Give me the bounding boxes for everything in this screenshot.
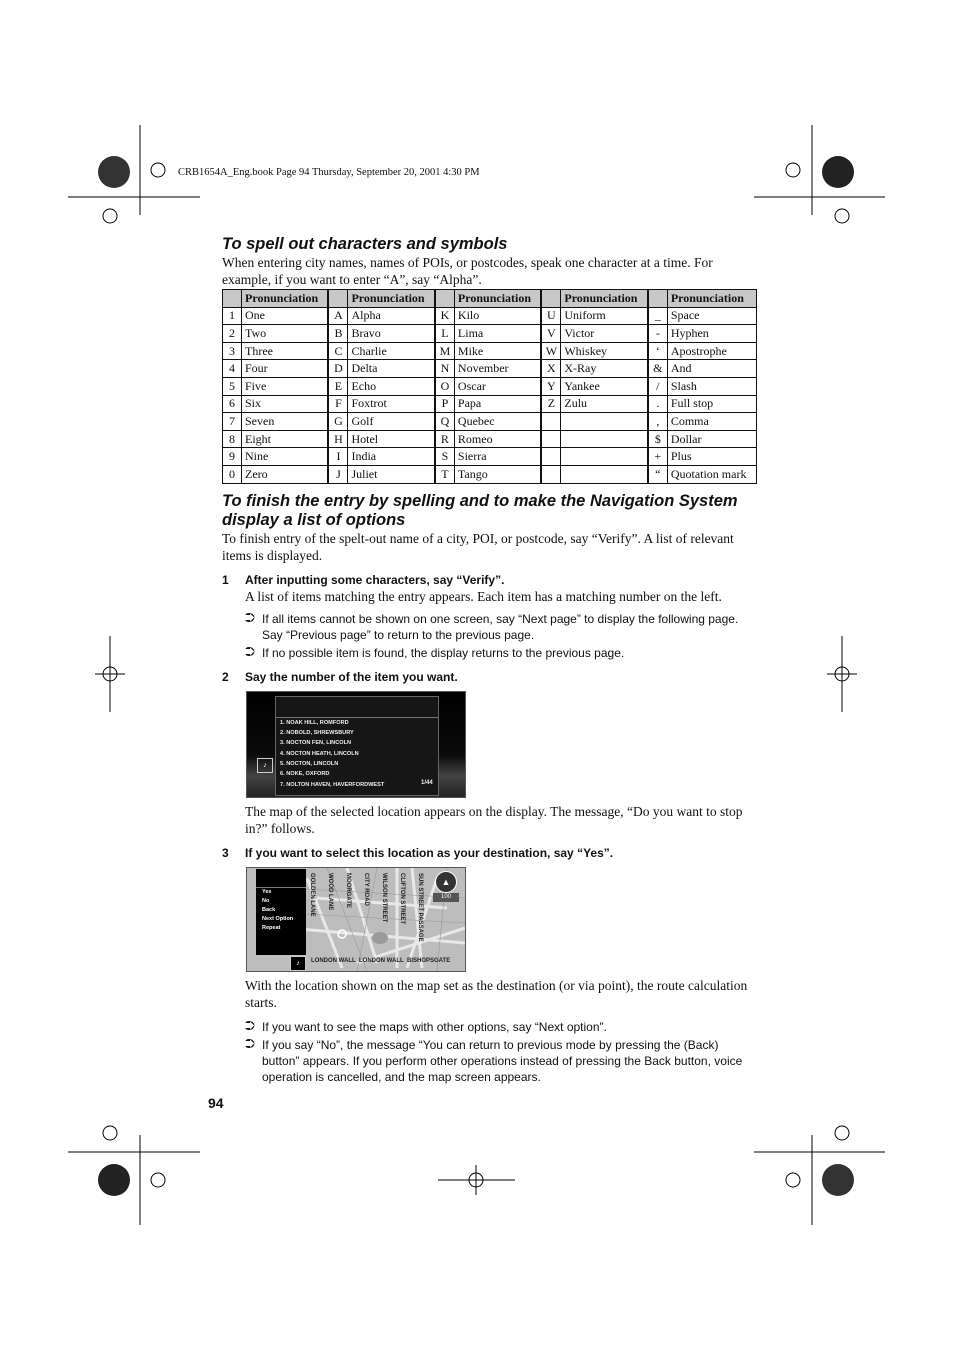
character-cell: H — [328, 430, 348, 448]
pronunciation-cell: Bravo — [348, 325, 435, 343]
note: ⮊ If you say “No”, the message “You can return to previous mode by pressing the (Back) button” appears. If you perform other operations instead of pressing the Back button, voice operation is cancelled, and the map screen appears. — [245, 1035, 743, 1084]
street-label: WOOD LANE — [327, 872, 333, 910]
pronunciation-cell: Mike — [454, 342, 541, 360]
pronunciation-table — [222, 289, 757, 484]
table-row — [223, 377, 757, 395]
character-cell: B — [328, 325, 348, 343]
pronunciation-cell: Oscar — [454, 377, 541, 395]
character-cell: 8 — [223, 430, 242, 448]
character-cell: 1 — [223, 307, 242, 325]
pronunciation-cell: Hyphen — [667, 325, 756, 343]
street-label: GOLDEN LANE — [309, 872, 315, 917]
compass-icon: ▲ — [435, 871, 457, 893]
character-cell — [541, 430, 561, 448]
street-label: CLIFTON STREET — [399, 872, 405, 924]
list-item[interactable]: 6. NOKE, OXFORD — [280, 771, 330, 778]
character-cell: J — [328, 465, 348, 483]
pronunciation-cell: Yankee — [561, 377, 648, 395]
street-label: BISHOPSGATE — [407, 957, 451, 964]
menu-item[interactable]: No — [262, 897, 270, 904]
pronunciation-cell: November — [454, 360, 541, 378]
character-cell: M — [435, 342, 455, 360]
pronunciation-cell: Kilo — [454, 307, 541, 325]
list-item[interactable]: 5. NOCTON, LINCOLN — [280, 761, 339, 768]
character-cell: T — [435, 465, 455, 483]
character-cell: 7 — [223, 413, 242, 431]
pronunciation-cell: Seven — [242, 413, 329, 431]
pronunciation-cell: Apostrophe — [667, 342, 756, 360]
pronunciation-cell: Romeo — [454, 430, 541, 448]
pronunciation-cell: Zero — [242, 465, 329, 483]
menu-item[interactable]: Yes — [262, 888, 272, 895]
pronunciation-cell: Five — [242, 377, 329, 395]
street-label: LONDON WALL — [311, 957, 356, 964]
page-body — [208, 235, 759, 1111]
table-row — [223, 430, 757, 448]
key-header — [328, 290, 348, 308]
character-cell: . — [648, 395, 668, 413]
pronunciation-cell: Three — [242, 342, 329, 360]
key-header — [541, 290, 561, 308]
table-row — [223, 465, 757, 483]
print-header: CRB1654A_Eng.book Page 94 Thursday, September 20, 2001 4:30 PM — [178, 167, 480, 178]
character-cell: I — [328, 448, 348, 466]
character-cell: 2 — [223, 325, 242, 343]
key-header — [223, 290, 242, 308]
pronunciation-cell: Charlie — [348, 342, 435, 360]
pronunciation-header: Pronunciation — [348, 290, 435, 308]
pronunciation-cell — [561, 413, 648, 431]
pronunciation-cell: One — [242, 307, 329, 325]
character-cell: $ — [648, 430, 668, 448]
pronunciation-cell: Lima — [454, 325, 541, 343]
arrow-note-icon: ⮊ — [245, 1017, 255, 1033]
pronunciation-cell: Four — [242, 360, 329, 378]
note: ⮊ If you want to see the maps with other options, say “Next option”. — [245, 1017, 607, 1034]
note: ⮊ If all items cannot be shown on one screen, say “Next page” to display the following page. Say “Previous page” to return to the previous page. — [245, 609, 739, 642]
character-cell: F — [328, 395, 348, 413]
list-item[interactable]: 1. NOAK HILL, ROMFORD — [280, 719, 349, 726]
pronunciation-header: Pronunciation — [561, 290, 648, 308]
list-item[interactable]: 4. NOCTON HEATH, LINCOLN — [280, 750, 359, 757]
character-cell: P — [435, 395, 455, 413]
pronunciation-cell: Dollar — [667, 430, 756, 448]
menu-item[interactable]: Repeat — [262, 924, 281, 931]
pronunciation-cell: Tango — [454, 465, 541, 483]
character-cell: R — [435, 430, 455, 448]
pronunciation-cell: Two — [242, 325, 329, 343]
character-cell: ‘ — [648, 342, 668, 360]
table-row — [223, 413, 757, 431]
voice-icon: ♪ — [257, 758, 273, 773]
pronunciation-cell: Quebec — [454, 413, 541, 431]
character-cell: 5 — [223, 377, 242, 395]
character-cell: S — [435, 448, 455, 466]
section-intro: To finish entry of the spelt-out name of a city, POI, or postcode, say “Verify”. A list of relevant items is displayed. — [222, 530, 734, 563]
character-cell: Y — [541, 377, 561, 395]
step-2-body: The map of the selected location appears on the display. The message, “Do you want to stop in?” follows. — [245, 803, 743, 836]
section-title-spell: To spell out characters and symbols — [222, 235, 508, 253]
street-label: WILSON STREET — [381, 872, 387, 922]
voice-icon: ♪ — [290, 956, 306, 971]
page-number: 94 — [208, 1094, 224, 1111]
character-cell: 6 — [223, 395, 242, 413]
character-cell: _ — [648, 307, 668, 325]
pronunciation-cell: Uniform — [561, 307, 648, 325]
pronunciation-cell: Eight — [242, 430, 329, 448]
result-list — [275, 696, 439, 796]
pronunciation-cell: X-Ray — [561, 360, 648, 378]
pronunciation-cell: Hotel — [348, 430, 435, 448]
character-cell: / — [648, 377, 668, 395]
note: ⮊ If no possible item is found, the display returns to the previous page. — [245, 643, 625, 660]
pronunciation-cell: Victor — [561, 325, 648, 343]
table-row — [223, 342, 757, 360]
pronunciation-cell: Zulu — [561, 395, 648, 413]
character-cell — [541, 413, 561, 431]
character-cell — [541, 465, 561, 483]
table-row — [223, 395, 757, 413]
list-item[interactable]: 2. NOBOLD, SHREWSBURY — [280, 729, 354, 736]
character-cell: W — [541, 342, 561, 360]
street-label: MOORGATE — [345, 872, 351, 908]
pronunciation-header: Pronunciation — [667, 290, 756, 308]
pronunciation-cell: Nine — [242, 448, 329, 466]
pronunciation-cell: India — [348, 448, 435, 466]
character-cell: U — [541, 307, 561, 325]
pronunciation-cell: Comma — [667, 413, 756, 431]
character-cell: + — [648, 448, 668, 466]
pronunciation-cell: Plus — [667, 448, 756, 466]
pronunciation-cell: Six — [242, 395, 329, 413]
pronunciation-cell: Quotation mark — [667, 465, 756, 483]
character-cell: N — [435, 360, 455, 378]
pronunciation-cell: Golf — [348, 413, 435, 431]
map-scale: 100 — [433, 893, 459, 902]
character-cell: 0 — [223, 465, 242, 483]
character-cell: L — [435, 325, 455, 343]
list-screenshot — [246, 691, 466, 798]
step-1-body: A list of items matching the entry appears. Each item has a matching number on the left. — [245, 588, 722, 604]
street-label: CITY ROAD — [363, 872, 369, 906]
arrow-note-icon: ⮊ — [245, 643, 255, 659]
character-cell: E — [328, 377, 348, 395]
key-header — [435, 290, 455, 308]
character-cell: A — [328, 307, 348, 325]
pronunciation-cell: Papa — [454, 395, 541, 413]
table-row — [223, 360, 757, 378]
character-cell: - — [648, 325, 668, 343]
pronunciation-cell: Alpha — [348, 307, 435, 325]
character-cell: D — [328, 360, 348, 378]
pronunciation-header: Pronunciation — [454, 290, 541, 308]
character-cell: K — [435, 307, 455, 325]
pronunciation-cell: Whiskey — [561, 342, 648, 360]
list-item[interactable]: 3. NOCTON FEN, LINCOLN — [280, 740, 352, 747]
character-cell: “ — [648, 465, 668, 483]
character-cell: Q — [435, 413, 455, 431]
list-item[interactable]: 7. NOLTON HAVEN, HAVERFORDWEST — [280, 781, 385, 788]
character-cell: , — [648, 413, 668, 431]
step-2: 2 Say the number of the item you want. — [222, 669, 458, 684]
pronunciation-cell — [561, 465, 648, 483]
character-cell: 9 — [223, 448, 242, 466]
map-screenshot — [246, 867, 466, 972]
page-indicator: 1/44 — [421, 779, 433, 786]
menu-item[interactable]: Next Option — [262, 915, 294, 922]
menu-item[interactable]: Back — [262, 906, 276, 913]
pronunciation-cell — [561, 448, 648, 466]
pronunciation-cell: Foxtrot — [348, 395, 435, 413]
step-3: 3 If you want to select this location as your destination, say “Yes”. — [222, 845, 614, 860]
character-cell: 4 — [223, 360, 242, 378]
pronunciation-cell: Delta — [348, 360, 435, 378]
pronunciation-cell: And — [667, 360, 756, 378]
section-intro: When entering city names, names of POIs, or postcodes, speak one character at a time. For example, if you want to enter “A”, say “Alpha”. — [222, 255, 713, 287]
table-row — [223, 307, 757, 325]
character-cell: Z — [541, 395, 561, 413]
section-title-finish: To finish the entry by spelling and to make the Navigation System display a list of options — [222, 491, 738, 529]
character-cell: C — [328, 342, 348, 360]
character-cell: 3 — [223, 342, 242, 360]
street-label: LONDON WALL — [359, 957, 404, 964]
table-row — [223, 325, 757, 343]
pronunciation-cell: Full stop — [667, 395, 756, 413]
character-cell: G — [328, 413, 348, 431]
character-cell: & — [648, 360, 668, 378]
pronunciation-cell: Slash — [667, 377, 756, 395]
arrow-note-icon: ⮊ — [245, 609, 255, 625]
pronunciation-cell — [561, 430, 648, 448]
character-cell: X — [541, 360, 561, 378]
table-row — [223, 448, 757, 466]
arrow-note-icon: ⮊ — [245, 1035, 255, 1051]
pronunciation-cell: Juliet — [348, 465, 435, 483]
character-cell: V — [541, 325, 561, 343]
street-label: SUN STREET PASSAGE — [417, 872, 423, 942]
pronunciation-cell: Echo — [348, 377, 435, 395]
key-header — [648, 290, 668, 308]
character-cell: O — [435, 377, 455, 395]
voice-options-menu — [256, 869, 306, 955]
step-1: 1 After inputting some characters, say “Verify”. — [222, 572, 505, 587]
character-cell — [541, 448, 561, 466]
pronunciation-cell: Sierra — [454, 448, 541, 466]
pronunciation-header: Pronunciation — [242, 290, 329, 308]
pronunciation-cell: Space — [667, 307, 756, 325]
step-3-body: With the location shown on the map set as the destination (or via point), the route calculation starts. — [245, 977, 748, 1010]
